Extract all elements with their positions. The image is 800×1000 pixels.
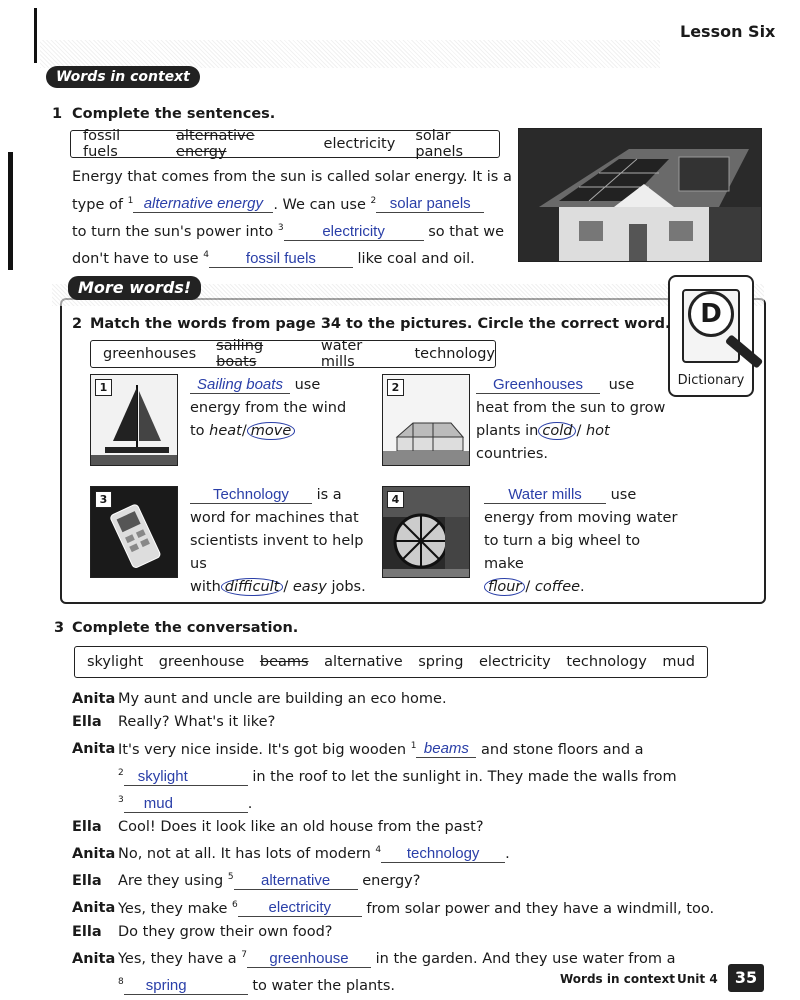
ex3-number: 3 <box>54 620 65 636</box>
ex2-instruction: Match the words from page 34 to the pictures. Circle the correct word. <box>90 316 671 332</box>
sailing-boat-picture <box>90 374 178 466</box>
item-number: 1 <box>95 379 112 396</box>
word-item: fossil fuels <box>83 128 121 160</box>
answer-blank[interactable]: beams <box>416 741 476 758</box>
answer-blank[interactable]: skylight <box>124 769 248 786</box>
page-number: 35 <box>728 964 764 992</box>
header-texture <box>40 40 660 68</box>
answer-blank[interactable]: mud <box>124 796 248 813</box>
circled-option[interactable]: flour <box>484 578 525 596</box>
dictionary-letter: D <box>700 299 722 329</box>
word-item: water mills <box>320 338 363 370</box>
dialogue-line: Ella Do they grow their own food? <box>72 923 333 940</box>
word-item: alternative energy <box>176 128 255 160</box>
dialogue-line: Ella Cool! Does it look like an old house from the past? <box>72 818 484 835</box>
dictionary-badge <box>668 275 754 397</box>
item-number: 3 <box>95 491 112 508</box>
word-item: electricity <box>478 654 551 670</box>
margin-bar-mid <box>8 152 13 270</box>
greenhouse-picture <box>382 374 470 466</box>
word-item: mud <box>662 654 695 670</box>
more-words-badge <box>68 276 201 300</box>
conversation <box>72 688 752 998</box>
word-item: technology <box>566 654 647 670</box>
lesson-title: Lesson Six <box>680 22 776 41</box>
ex1-line: Energy that comes from the sun is called solar energy. It is a <box>72 169 512 185</box>
word-item: sailing boats <box>216 338 264 370</box>
dialogue-line: Anita It's very nice inside. It's got big wooden $^1$ beams and stone floors and a <box>72 740 644 758</box>
answer-blank[interactable]: electricity <box>284 224 424 241</box>
answer-blank[interactable]: Water mills <box>484 487 606 504</box>
word-item: electricity <box>323 136 396 152</box>
dialogue-line: Anita Yes, they make $^6$ electricity from solar power and they have a windmill, too. <box>72 899 715 917</box>
answer-blank[interactable]: alternative <box>234 873 358 890</box>
ex2-item-1-text: Sailing boats use energy from the wind to heat/ move <box>190 376 347 439</box>
option-word[interactable]: coffee <box>534 579 581 595</box>
technology-picture <box>90 486 178 578</box>
word-item: spring <box>418 654 464 670</box>
dictionary-label: Dictionary <box>677 373 745 388</box>
answer-blank[interactable]: alternative energy <box>133 196 273 213</box>
dialogue-line: $^8$ spring to water the plants. <box>118 976 395 994</box>
footer-section: Words in context <box>560 972 675 986</box>
word-item: alternative <box>324 654 403 670</box>
answer-blank[interactable]: fossil fuels <box>209 251 353 268</box>
item-number: 2 <box>387 379 404 396</box>
dialogue-line: Anita My aunt and uncle are building an eco home. <box>72 691 447 707</box>
answer-blank[interactable]: solar panels <box>376 196 484 213</box>
dialogue-line: $^3$ mud . <box>118 794 253 812</box>
solar-house-photo <box>518 128 762 262</box>
water-mill-picture <box>382 486 470 578</box>
ex1-word-box <box>70 130 500 158</box>
circled-option[interactable]: cold <box>538 422 576 440</box>
answer-blank[interactable]: spring <box>124 978 248 995</box>
section-badge <box>46 66 200 88</box>
answer-blank[interactable]: electricity <box>238 900 362 917</box>
more-words-badge-text: More words! <box>78 278 192 297</box>
answer-blank[interactable]: greenhouse <box>247 951 371 968</box>
section-badge-text: Words in context <box>56 69 190 85</box>
dialogue-line: $^2$ skylight in the roof to let the sunlight in. They made the walls from <box>118 767 677 785</box>
item-number: 4 <box>387 491 404 508</box>
ex2-word-box <box>90 340 496 368</box>
answer-blank[interactable]: Technology <box>190 487 312 504</box>
word-item: solar panels <box>415 128 464 160</box>
ex2-item-4-text: Water mills use energy from moving water to turn a big wheel to make flour / coffee. <box>484 486 678 595</box>
answer-blank[interactable]: Greenhouses <box>476 377 600 394</box>
circled-option[interactable]: move <box>247 422 296 440</box>
solar-house-illustration <box>519 129 762 262</box>
option-word[interactable]: heat <box>209 423 242 439</box>
ex1-line: type of $^1$ alternative energy . We can use $^2$ solar panels <box>72 190 512 217</box>
ex1-instruction: Complete the sentences. <box>72 106 276 122</box>
word-item: greenhouses <box>103 346 197 362</box>
ex1-line: don't have to use $^4$ fossil fuels like coal and oil. <box>72 249 475 267</box>
word-item: greenhouse <box>158 654 245 670</box>
dialogue-line: Anita No, not at all. It has lots of modern $^4$ technology . <box>72 845 510 863</box>
magnifier-lens <box>688 291 734 337</box>
ex1-number: 1 <box>52 106 63 122</box>
footer-unit: Unit 4 <box>677 972 718 986</box>
circled-option[interactable]: difficult <box>221 578 284 596</box>
word-item: technology <box>414 346 495 362</box>
dialogue-line: Ella Are they using $^5$ alternative energy? <box>72 872 421 890</box>
answer-blank[interactable]: Sailing boats <box>190 377 290 394</box>
ex1-text <box>72 166 512 271</box>
word-item: skylight <box>87 654 144 670</box>
option-word[interactable]: easy <box>292 579 327 595</box>
ex1-line: to turn the sun's power into $^3$ electricity so that we <box>72 222 505 240</box>
margin-bar-top <box>34 8 37 63</box>
dialogue-line: Anita Yes, they have a $^7$ greenhouse in the garden. And they use water from a <box>72 949 676 967</box>
ex3-word-box <box>74 646 708 678</box>
word-item: beams <box>259 654 309 670</box>
option-word[interactable]: hot <box>585 423 610 439</box>
ex2-number: 2 <box>72 316 83 332</box>
dialogue-line: Ella Really? What's it like? <box>72 714 276 731</box>
answer-blank[interactable]: technology <box>381 846 505 863</box>
ex2-item-3-text: Technology is a word for machines that scientists invent to help us with difficult / easy jobs. <box>190 486 366 595</box>
ex3-instruction: Complete the conversation. <box>72 620 299 636</box>
ex2-item-2-text: Greenhouses use heat from the sun to grow plants in cold / hot countries. <box>476 376 666 462</box>
